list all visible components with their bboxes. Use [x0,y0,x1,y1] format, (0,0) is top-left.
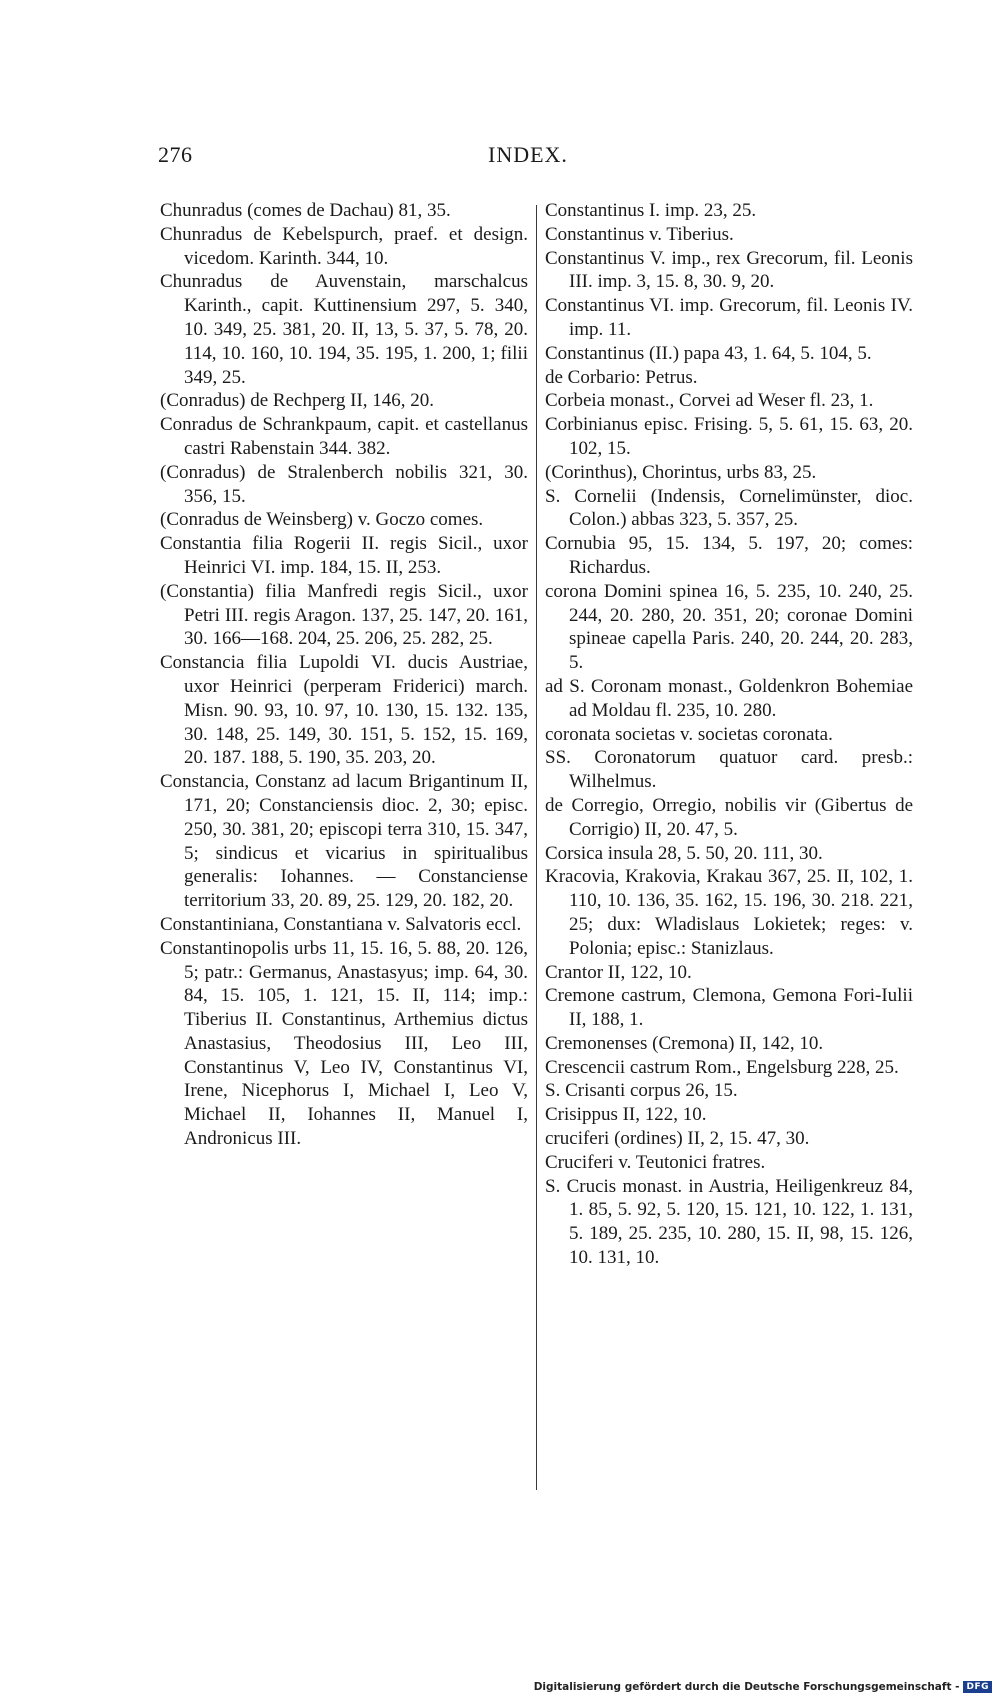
index-entry: Cremone castrum, Clemona, Gemona Fori-Iulii II, 188, 1. [545,985,913,1031]
index-entry: (Conradus) de Rechperg II, 146, 20. [160,390,435,412]
footer-credit: Digitalisierung gefördert durch die Deutsche Forschungsgemeinschaft - [533,1681,960,1693]
column-divider [536,205,537,1490]
index-entry: (Conradus) de Stralenberch nobilis 321, 30. 356, 15. [160,461,528,507]
index-entry: Cremonenses (Cremona) II, 142, 10. [545,1032,824,1054]
digitization-footer [534,1681,992,1693]
index-column-left [160,199,528,1151]
index-entry: Crisippus II, 122, 10. [545,1104,707,1126]
index-entry: coronata societas v. societas coronata. [545,723,833,745]
index-entry: Constantinus I. imp. 23, 25. [545,200,757,221]
page-header [158,142,578,182]
index-entry: Constantiniana, Constantiana v. Salvatoris eccl. [160,913,522,935]
index-entry: Constantinopolis urbs 11, 15. 16, 5. 88, 20. 126, 5; patr.: Germanus, Anastasyus; imp. 64, 30. 84, 15. 105, 1. 121, 15. II, 114; imp.: Tiberius II. Constantinus, Arthemius dictus Anastasius, Theodosius III, Leo III, Constantinus V, Leo IV, Constantinus VI, Irene, Nicephorus I, Michael I, Leo V, Michael II, Iohannes II, Manuel I, Andronicus III. [160,937,528,1150]
index-entry: Kracovia, Krakovia, Krakau 367, 25. II, 102, 1. 110, 10. 136, 35. 162, 15. 196, 30. 218. 221, 25; dux: Wladislaus Lokietek; reges: v. Polonia; episc.: Stanizlaus. [545,866,913,959]
index-entry: (Constantia) filia Manfredi regis Sicil., uxor Petri III. regis Aragon. 137, 25. 147, 20. 161, 30. 166—168. 204, 25. 206, 25. 282, 25. [160,580,528,650]
index-entry: Chunradus de Kebelspurch, praef. et design. vicedom. Karinth. 344, 10. [160,223,528,269]
index-entry: SS. Coronatorum quatuor card. presb.: Wilhelmus. [545,747,913,793]
index-entry: S. Crisanti corpus 26, 15. [545,1080,738,1102]
index-entry: Constancia filia Lupoldi VI. ducis Austriae, uxor Heinrici (perperam Friderici) march. Misn. 90. 93, 10. 97, 10. 130, 15. 132. 135, 30. 148, 25. 149, 30. 151, 5. 152, 15. 169, 20. 187. 188, 5. 190, 35. 203, 20. [160,652,528,769]
index-entry: Conradus de Schrankpaum, capit. et castellanus castri Rabenstain 344. 382. [160,414,528,459]
index-entry: Constantinus V. imp., rex Grecorum, fil. Leonis III. imp. 3, 15. 8, 30. 9, 20. [545,247,913,293]
index-column-right [545,199,913,1270]
index-entry: (Corinthus), Chorintus, urbs 83, 25. [545,461,817,483]
index-entry: Constantia filia Rogerii II. regis Sicil., uxor Heinrici VI. imp. 184, 15. II, 253. [160,533,528,578]
index-entry: de Corbario: Petrus. [545,366,698,388]
index-entry: Cruciferi v. Teutonici fratres. [545,1151,766,1173]
page-number: 276 [158,142,193,167]
index-entry: Constancia, Constanz ad lacum Brigantinum II, 171, 20; Constanciensis dioc. 2, 30; episc. 250, 30. 381, 20; episcopi terra 310, 15. 347, 5; sindicus et vicarius in spiritualibus generalis: Iohannes. — Constanciense territorium 33, 20. 89, 25. 129, 20. 182, 20. [160,771,528,912]
index-entry: corona Domini spinea 16, 5. 235, 10. 240, 25. 244, 20. 280, 20. 351, 20; coronae Domini spineae capella Paris. 240, 20. 244, 20. 283, 5. [545,580,913,674]
index-entry: Chunradus de Auvenstain, marschalcus Karinth., capit. Kuttinensium 297, 5. 340, 10. 349, 25. 381, 20. II, 13, 5. 37, 5. 78, 20. 114, 10. 160, 10. 194, 35. 195, 1. 200, 1; filii 349, 25. [160,271,528,388]
index-entry: Corsica insula 28, 5. 50, 20. 111, 30. [545,842,823,864]
index-entry: S. Crucis monast. in Austria, Heiligenkreuz 84, 1. 85, 5. 92, 5. 120, 15. 121, 10. 122, 1. 131, 5. 189, 25. 235, 10. 280, 15. II, 98, 15. 126, 10. 131, 10. [545,1175,913,1269]
index-entry: de Corregio, Orregio, nobilis vir (Gibertus de Corrigio) II, 20. 47, 5. [545,794,913,840]
index-entry: Constantinus VI. imp. Grecorum, fil. Leonis IV. imp. 11. [545,295,913,340]
index-entry: (Conradus de Weinsberg) v. Goczo comes. [160,509,484,531]
index-entry: S. Cornelii (Indensis, Cornelimünster, dioc. Colon.) abbas 323, 5. 357, 25. [545,485,913,531]
index-entry: Crescencii castrum Rom., Engelsburg 228, 25. [545,1056,899,1078]
index-entry: Constantinus (II.) papa 43, 1. 64, 5. 104, 5. [545,342,872,364]
index-entry: Corbinianus episc. Frising. 5, 5. 61, 15. 63, 20. 102, 15. [545,414,913,459]
index-entry: Constantinus v. Tiberius. [545,223,734,245]
index-entry: Corbeia monast., Corvei ad Weser fl. 23, 1. [545,390,874,412]
index-entry: cruciferi (ordines) II, 2, 15. 47, 30. [545,1128,810,1150]
page-title: INDEX. [488,142,568,167]
index-entry: Cornubia 95, 15. 134, 5. 197, 20; comes: Richardus. [545,533,913,578]
index-entry: ad S. Coronam monast., Goldenkron Bohemiae ad Moldau fl. 235, 10. 280. [545,675,913,721]
index-entry: Crantor II, 122, 10. [545,961,692,983]
index-entry: Chunradus (comes de Dachau) 81, 35. [160,200,451,221]
dfg-logo: DFG [963,1681,992,1693]
